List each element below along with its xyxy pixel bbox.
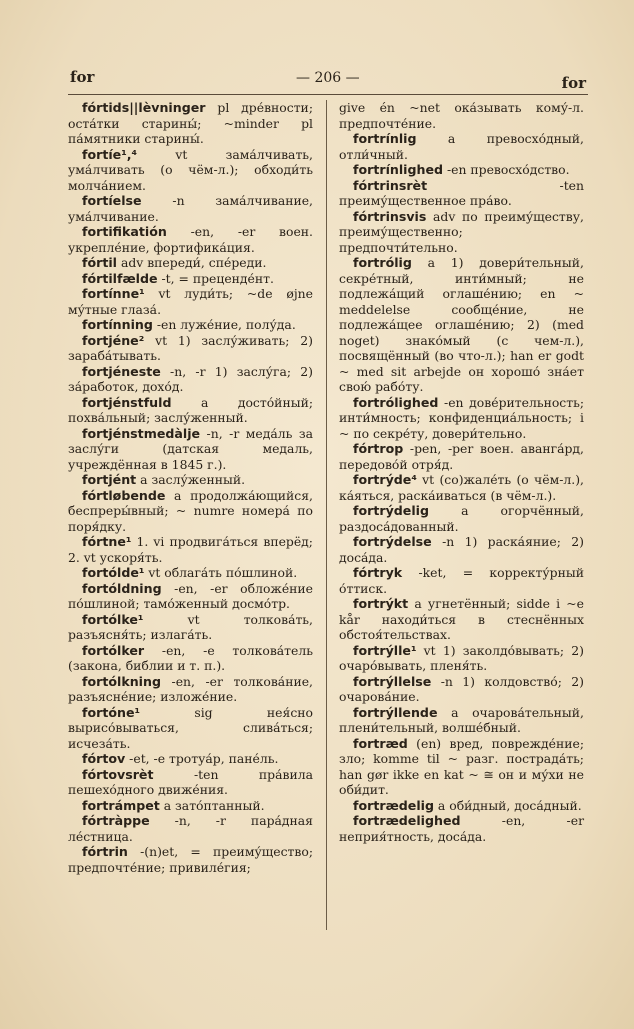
entry-headword: fortjénstmedàlje xyxy=(82,425,201,441)
entry-headword: fortólker xyxy=(82,642,145,658)
entry-headword: fortólde¹ xyxy=(82,565,145,580)
entry-headword: fortjéne² xyxy=(82,332,145,348)
dictionary-entry xyxy=(68,643,313,674)
entry-headword: fortínne¹ xyxy=(82,286,145,301)
entry-definition: vt толкова́ть, разъясня́ть; излага́ть. xyxy=(68,611,313,642)
entry-headword: fortrínlig xyxy=(353,131,417,146)
entry-definition: -en, -er обложе́ние по́шлиной; тамо́женный досмо́тр. xyxy=(68,580,313,611)
dictionary-entry xyxy=(68,767,313,798)
entry-definition: -ten пра́вила пешехо́дного движе́ния. xyxy=(68,766,313,797)
entry-definition: a заслу́женный. xyxy=(136,472,246,487)
entry-definition: -t, = преценде́нт. xyxy=(157,270,274,286)
entry-headword: fortrýdelig xyxy=(353,503,429,518)
dictionary-entry xyxy=(68,534,313,565)
dictionary-entry xyxy=(68,844,313,875)
entry-headword: fórtov xyxy=(82,751,126,766)
entry-definition: -n зама́лчивание, ума́лчивание. xyxy=(68,193,313,224)
entry-definition: a продолжа́ющийся, беспреры́вный; ~ numre номера́ по поря́дку. xyxy=(68,487,313,534)
dictionary-entry xyxy=(339,209,584,256)
entry-definition: a очарова́тельный, плени́тельный, волше́бный. xyxy=(339,704,584,735)
entry-definition: a зато́птанный. xyxy=(159,797,265,813)
entry-headword: fortjéneste xyxy=(82,363,161,379)
dictionary-entry xyxy=(68,674,313,705)
dictionary-entry xyxy=(68,581,313,612)
entry-definition: -en луже́ние, полу́да. xyxy=(152,317,296,332)
dictionary-entry xyxy=(339,674,584,705)
entry-headword: fórtovsrèt xyxy=(82,766,154,782)
entry-definition: -(n)et, = преиму́щество; предпочте́ние; привиле́гия; xyxy=(68,844,313,875)
left-running-head: for xyxy=(70,68,95,86)
entry-definition: vt 1) заслу́живать; 2) зараба́тывать. xyxy=(68,332,313,363)
dictionary-entry xyxy=(339,813,584,844)
dictionary-entry xyxy=(339,162,584,178)
entry-headword: fortrýllelse xyxy=(353,673,432,689)
entry-headword: fortíelse xyxy=(82,193,142,208)
entry-definition: sig нея́сно вырисо́вываться, слива́ться; исчеза́ть. xyxy=(68,704,313,751)
entry-headword: fórtrop xyxy=(353,441,404,456)
entry-definition: vt зама́лчивать, ума́лчивать (о чём-л.); обходи́ть молча́нием. xyxy=(68,146,313,193)
dictionary-entry xyxy=(339,643,584,674)
dictionary-entry xyxy=(68,395,313,426)
entry-definition: -en дове́рительность; инти́мность; конфиденциа́льность; i ~ по секре́ту, довери́тельно. xyxy=(339,394,584,441)
entry-definition: vt 1) заколдо́вывать; 2) очаро́вывать, пленя́ть. xyxy=(339,642,584,673)
dictionary-entry xyxy=(68,193,313,224)
dictionary-entry xyxy=(68,813,313,844)
entry-headword: fortrýllende xyxy=(353,704,438,720)
entry-definition: -en, -er воен. укрепле́ние, фортифика́ция. xyxy=(68,224,313,255)
page-header xyxy=(0,68,634,94)
entry-definition: (en) вред, поврежде́ние; зло; komme til ~ разг. пострада́ть; han gør ikke en kat ~ ≅ он и му́хи не оби́дит. xyxy=(339,735,584,797)
entry-definition: -ten преиму́щественное пра́во. xyxy=(339,177,584,208)
entry-definition: a превосхо́дный, отли́чный. xyxy=(339,131,584,162)
dictionary-entry xyxy=(68,147,313,194)
entry-headword: fortólkning xyxy=(82,673,161,689)
header-rule xyxy=(68,94,588,95)
entry-definition: pl дре́вности; оста́тки старины́; ~minder pl па́мятники старины́. xyxy=(68,100,313,146)
dictionary-entry xyxy=(339,798,584,814)
entry-headword: fórtrin xyxy=(82,844,128,859)
entry-headword: fortrýkt xyxy=(353,596,409,611)
dictionary-entry xyxy=(68,255,313,271)
dictionary-entry xyxy=(68,426,313,473)
dictionary-entry xyxy=(339,472,584,503)
dictionary-entry xyxy=(68,612,313,643)
dictionary-entry xyxy=(339,255,584,395)
dictionary-entry xyxy=(339,131,584,162)
entry-headword: fortrýlle¹ xyxy=(353,642,417,658)
entry-definition: adv по преиму́ществу, преиму́щественно; предпочти́тельно. xyxy=(339,208,584,255)
left-column xyxy=(68,100,313,875)
entry-headword: fortrædelig xyxy=(353,797,434,813)
entry-definition: -ket, = корректу́рный о́ттиск. xyxy=(339,565,584,596)
entry-definition: -en, -er неприя́тность, доса́да. xyxy=(339,813,584,844)
dictionary-entry xyxy=(68,100,313,147)
entry-definition: vt облага́ть по́шлиной. xyxy=(144,565,298,580)
column-divider xyxy=(326,100,327,930)
entry-headword: fórtrinsrèt xyxy=(353,177,428,193)
entry-headword: fórtløbende xyxy=(82,487,166,503)
entry-headword: fórtne¹ xyxy=(82,534,132,549)
page-number: — 206 — xyxy=(296,70,360,86)
entry-headword: fortrædelighed xyxy=(353,813,461,828)
dictionary-entry xyxy=(68,798,313,814)
dictionary-entry xyxy=(339,503,584,534)
entry-definition: -en превосхо́дство. xyxy=(443,162,570,177)
entry-headword: fórtràppe xyxy=(82,813,150,828)
entry-definition: -en, -e толкова́тель (закона, библии и т. п.). xyxy=(68,642,313,673)
entry-headword: fortifikatión xyxy=(82,224,167,239)
entry-headword: fórtids||lèvninger xyxy=(82,100,206,115)
entry-headword: fortræd xyxy=(353,735,408,751)
dictionary-entry xyxy=(68,751,313,767)
dictionary-entry xyxy=(68,488,313,535)
entry-definition: a угнетённый; sidde i ~e kår находи́ться в стеснённых обстоя́тельствах. xyxy=(339,596,584,642)
dictionary-entry xyxy=(68,333,313,364)
dictionary-entry xyxy=(339,596,584,643)
entry-definition: a огорчённый, раздоса́дованный. xyxy=(339,503,584,534)
entry-definition: vt (со)жале́ть (о чём-л.), ка́яться, раска́иваться (в чём-л.). xyxy=(339,472,584,503)
entry-headword: fórtrinsvis xyxy=(353,208,427,224)
entry-headword: fortínning xyxy=(82,317,153,332)
dictionary-entry xyxy=(339,441,584,472)
entry-headword: fortrólig xyxy=(353,255,412,270)
entry-headword: fortrýdelse xyxy=(353,534,432,549)
entry-definition: a оби́дный, доса́дный. xyxy=(433,797,582,813)
entry-definition: a досто́йный; похва́льный; заслу́женный. xyxy=(68,394,313,425)
entry-headword: fortrínlighed xyxy=(353,162,444,177)
entry-definition: -n 1) колдовство́; 2) очарова́ние. xyxy=(339,673,584,704)
entry-definition: give én ~net ока́зывать кому́-л. предпочте́ние. xyxy=(339,100,584,131)
entry-definition: -n, -r пара́дная ле́стница. xyxy=(68,813,313,844)
entry-definition: -pen, -per воен. аванга́рд, передово́й отря́д. xyxy=(339,441,584,472)
entry-headword: fortrýde⁴ xyxy=(353,472,417,487)
dictionary-entry xyxy=(68,271,313,287)
dictionary-entry xyxy=(339,736,584,798)
entry-definition: -et, -e тротуа́р, пане́ль. xyxy=(125,751,279,766)
entry-headword: fórtilfælde xyxy=(82,270,158,286)
entry-headword: fortíe¹,⁴ xyxy=(82,146,138,162)
dictionary-entry xyxy=(68,286,313,317)
entry-headword: fortjénstfuld xyxy=(82,394,172,410)
entry-headword: fortóne¹ xyxy=(82,704,141,720)
entry-definition: 1. vi продвига́ться вперёд; 2. vt ускоря́ть. xyxy=(68,534,313,565)
entry-definition: -n, -r меда́ль за заслу́ги (датская медаль, учреждённая в 1845 г.). xyxy=(68,425,313,472)
entry-definition: -n 1) раска́яние; 2) доса́да. xyxy=(339,534,584,565)
dictionary-entry xyxy=(68,472,313,488)
dictionary-entry xyxy=(339,705,584,736)
entry-headword: fórtryk xyxy=(353,565,403,580)
entry-definition: vt луди́ть; ~de øjne му́тные глаза́. xyxy=(68,286,313,317)
dictionary-entry xyxy=(68,364,313,395)
entry-headword: fortóldning xyxy=(82,580,162,596)
dictionary-entry xyxy=(68,565,313,581)
entry-definition: a 1) довери́тельный, секре́тный, инти́мный; не подлежа́щий оглаше́нию; en ~ meddelelse сообще́ние, не подлежа́щее оглаше́нию; 2) (med noget) знако́мый (с чем-л.), посвящённый (во что-л.); han er godt ~ med sit arbejde он хорошо́ зна́ет свою́ рабо́ту. xyxy=(339,255,584,394)
entry-headword: fortjént xyxy=(82,472,137,487)
entry-definition: adv впереди́, спе́реди. xyxy=(117,255,267,270)
dictionary-entry xyxy=(339,100,584,131)
entry-headword: fortrólighed xyxy=(353,394,439,410)
right-running-head: for xyxy=(561,74,586,92)
entry-headword: fortrámpet xyxy=(82,797,160,813)
entry-headword: fórtil xyxy=(82,255,117,270)
dictionary-entry xyxy=(68,705,313,752)
entry-headword: fortólke¹ xyxy=(82,611,144,627)
dictionary-entry xyxy=(68,317,313,333)
dictionary-entry xyxy=(339,565,584,596)
dictionary-entry xyxy=(339,534,584,565)
dictionary-entry xyxy=(68,224,313,255)
dictionary-entry xyxy=(339,395,584,442)
entry-definition: -en, -er толкова́ние, разъясне́ние; изложе́ние. xyxy=(68,673,313,704)
dictionary-entry xyxy=(339,178,584,209)
right-column xyxy=(339,100,584,844)
entry-definition: -n, -r 1) заслу́га; 2) за́работок, дохо́д. xyxy=(68,363,313,394)
